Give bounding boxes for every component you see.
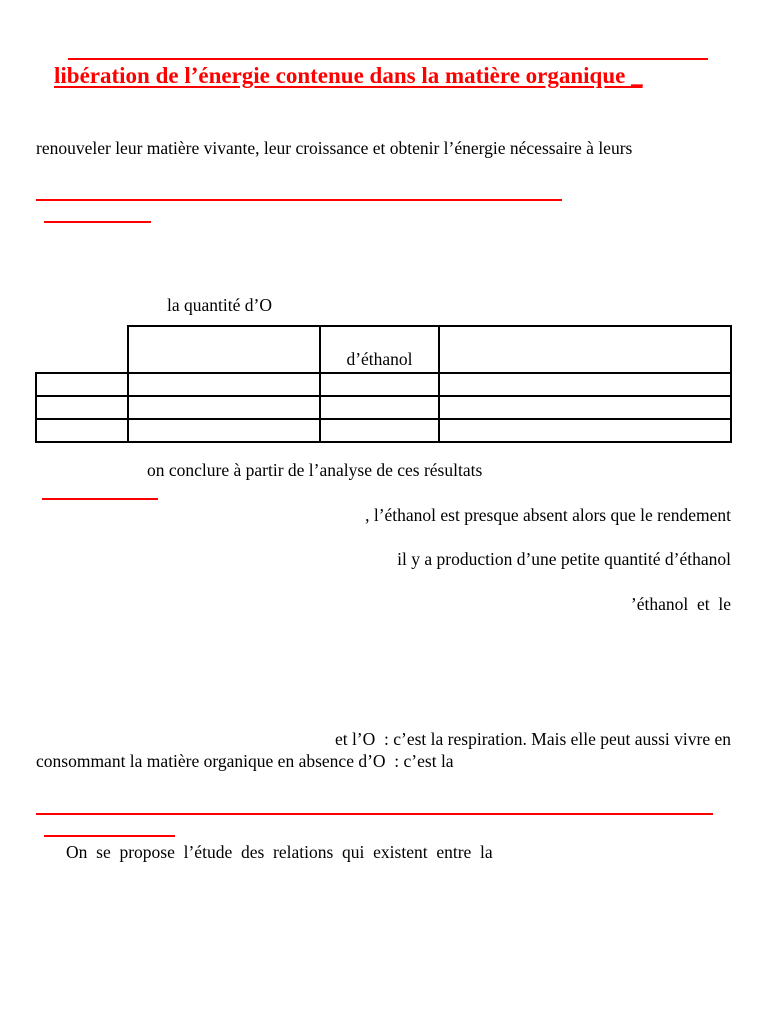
ethanol-absent-text: , l’éthanol est presque absent alors que le rendement <box>365 505 731 525</box>
table-header-cell-1 <box>128 326 320 373</box>
table-row <box>36 396 731 419</box>
respiration-text: et l’O : c’est la respiration. Mais elle peut aussi vivre en <box>334 729 731 749</box>
data-table <box>35 325 732 443</box>
page-title: libération de l’énergie contenue dans la matière organique _ <box>54 63 643 88</box>
red-rule-short-2 <box>42 498 158 500</box>
propose-text: On se propose l’étude des relations qui existent entre la <box>66 842 493 862</box>
production-text: il y a production d’une petite quantité d’éthanol <box>397 549 731 569</box>
table-header-blank <box>36 326 128 373</box>
table-row <box>36 419 731 442</box>
table-row <box>36 373 731 396</box>
header-ethanol-label: d’éthanol <box>346 349 413 369</box>
table-cell <box>320 419 439 442</box>
table-cell <box>128 373 320 396</box>
quantite-text: la quantité d’O <box>167 295 272 315</box>
table-header-cell-2 <box>320 326 439 373</box>
table-header-cell-3 <box>439 326 731 373</box>
table-cell <box>439 373 731 396</box>
table-cell <box>36 396 128 419</box>
table-cell <box>320 373 439 396</box>
table-cell <box>36 419 128 442</box>
red-rule-long-2 <box>36 813 713 815</box>
table-cell <box>128 419 320 442</box>
red-rule-short-1 <box>44 221 151 223</box>
conclure-text: on conclure à partir de l’analyse de ces résultats <box>147 460 483 480</box>
table-cell <box>128 396 320 419</box>
ethanol-et-text: ’éthanol et le <box>630 594 731 614</box>
table-cell <box>320 396 439 419</box>
red-rule-long-1 <box>36 199 562 201</box>
table-cell <box>439 396 731 419</box>
consommant-text: consommant la matière organique en absence d’O : c’est la <box>36 751 454 771</box>
table-cell <box>439 419 731 442</box>
intro-text: renouveler leur matière vivante, leur croissance et obtenir l’énergie nécessaire à leurs <box>36 138 633 158</box>
table-cell <box>36 373 128 396</box>
top-red-rule <box>68 58 708 60</box>
red-rule-short-3 <box>44 835 175 837</box>
